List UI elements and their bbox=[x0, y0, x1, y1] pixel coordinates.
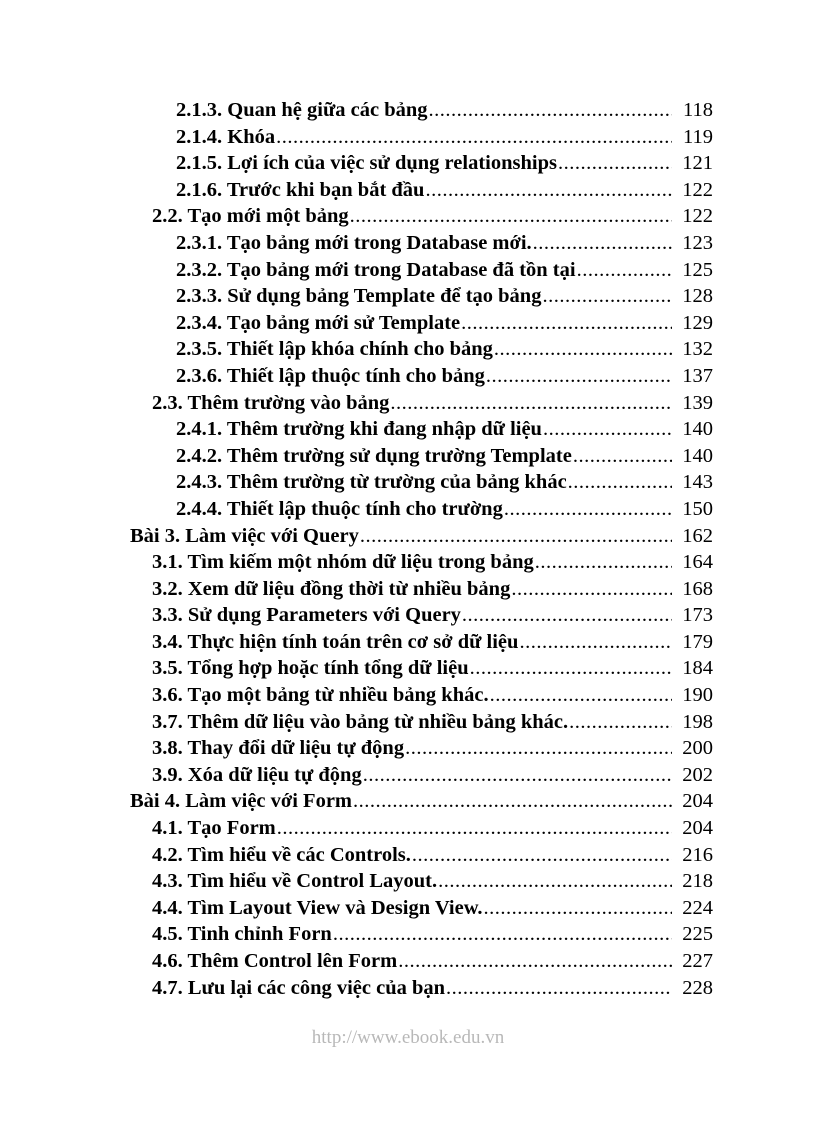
toc-entry bbox=[0, 469, 816, 496]
toc-entry-title: 2.1.3. Quan hệ giữa các bảng bbox=[176, 99, 428, 121]
toc-entry-page: 200 bbox=[682, 737, 713, 760]
toc-entry bbox=[0, 975, 816, 1002]
toc-entry bbox=[0, 762, 816, 789]
toc-entry-page: 184 bbox=[682, 657, 713, 680]
toc-entry-page: 168 bbox=[682, 577, 713, 600]
toc-entry-title: 2.4.4. Thiết lập thuộc tính cho trường bbox=[176, 497, 503, 520]
toc-dot-leader bbox=[438, 868, 672, 895]
toc-entry bbox=[0, 97, 816, 124]
toc-entry-page: 173 bbox=[682, 604, 713, 627]
toc-dot-leader bbox=[363, 762, 672, 789]
toc-dot-leader bbox=[569, 709, 672, 736]
toc-dot-leader bbox=[568, 469, 672, 496]
toc-entry-title: 3.4. Thực hiện tính toán trên cơ sở dữ liệu bbox=[152, 630, 519, 653]
toc-entry bbox=[0, 735, 816, 762]
toc-entry bbox=[0, 203, 816, 230]
toc-entry-title: 4.5. Tinh chỉnh Forn bbox=[152, 923, 332, 946]
toc-entry-title: 3.9. Xóa dữ liệu tự động bbox=[152, 763, 362, 786]
toc-entry-title: 3.8. Thay đổi dữ liệu tự động bbox=[152, 737, 405, 760]
toc-entry-title: 2.3.4. Tạo bảng mới sử Template bbox=[176, 311, 461, 334]
toc-entry-title: 2.3.5. Thiết lập khóa chính cho bảng bbox=[176, 338, 493, 361]
footer-url: http://www.ebook.edu.vn bbox=[311, 1027, 505, 1048]
toc-entry-title: 2.3.3. Sử dụng bảng Template để tạo bảng bbox=[176, 285, 542, 308]
toc-entry-title: 4.7. Lưu lại các công việc của bạn bbox=[152, 976, 446, 999]
toc-entry-title: 3.7. Thêm dữ liệu vào bảng từ nhiều bảng khác. bbox=[152, 710, 569, 733]
toc-entry-title: 2.3. Thêm trường vào bảng bbox=[152, 391, 390, 414]
toc-entry-page: 129 bbox=[682, 311, 713, 334]
toc-entry bbox=[0, 895, 816, 922]
toc-entry-title: 3.5. Tổng hợp hoặc tính tổng dữ liệu bbox=[152, 657, 469, 680]
toc-dot-leader bbox=[333, 921, 672, 948]
toc-entry-title: 2.4.1. Thêm trường khi đang nhập dữ liệu bbox=[176, 418, 542, 441]
toc-entry-page: 123 bbox=[682, 231, 713, 254]
toc-entry-title: 3.2. Xem dữ liệu đồng thời từ nhiều bảng bbox=[152, 577, 511, 600]
toc-entry-title: 2.3.1. Tạo bảng mới trong Database mới. bbox=[176, 231, 532, 254]
toc-entry-page: 140 bbox=[682, 444, 713, 467]
toc-dot-leader bbox=[577, 257, 672, 284]
toc-entry-title: 2.4.3. Thêm trường từ trường của bảng khác bbox=[176, 471, 567, 494]
toc-entry bbox=[0, 257, 816, 284]
toc-dot-leader bbox=[511, 576, 672, 603]
toc-entry-page: 179 bbox=[682, 630, 713, 653]
toc-dot-leader bbox=[542, 283, 672, 310]
toc-entry bbox=[0, 576, 816, 603]
table-of-contents bbox=[0, 97, 816, 1001]
toc-dot-leader bbox=[446, 975, 672, 1002]
toc-entry bbox=[0, 283, 816, 310]
toc-entry-title: 4.1. Tạo Form bbox=[152, 817, 276, 840]
toc-entry-title: 4.4. Tìm Layout View và Design View. bbox=[152, 896, 483, 919]
toc-dot-leader bbox=[486, 363, 672, 390]
toc-entry-page: 137 bbox=[682, 364, 713, 387]
toc-dot-leader bbox=[535, 549, 672, 576]
toc-dot-leader bbox=[494, 336, 672, 363]
toc-dot-leader bbox=[277, 815, 672, 842]
toc-entry bbox=[0, 682, 816, 709]
toc-dot-leader bbox=[504, 496, 672, 523]
toc-entry-page: 121 bbox=[682, 152, 713, 175]
toc-entry bbox=[0, 443, 816, 470]
toc-entry-page: 125 bbox=[682, 258, 713, 281]
toc-dot-leader bbox=[350, 203, 672, 230]
toc-entry-page: 143 bbox=[682, 471, 713, 494]
toc-entry bbox=[0, 124, 816, 151]
toc-entry bbox=[0, 230, 816, 257]
toc-entry-page: 224 bbox=[682, 896, 713, 919]
toc-entry-page: 162 bbox=[682, 524, 713, 547]
toc-entry bbox=[0, 842, 816, 869]
toc-entry-page: 204 bbox=[682, 817, 713, 840]
toc-entry bbox=[0, 629, 816, 656]
toc-dot-leader bbox=[519, 629, 672, 656]
toc-entry-page: 164 bbox=[682, 551, 713, 574]
toc-entry-title: 4.6. Thêm Control lên Form bbox=[152, 950, 398, 972]
toc-entry bbox=[0, 709, 816, 736]
toc-dot-leader bbox=[573, 443, 672, 470]
toc-dot-leader bbox=[412, 842, 672, 869]
toc-entry-page: 119 bbox=[683, 125, 713, 148]
toc-dot-leader bbox=[461, 310, 672, 337]
toc-entry bbox=[0, 948, 816, 975]
toc-entry bbox=[0, 523, 816, 550]
toc-entry bbox=[0, 921, 816, 948]
toc-entry bbox=[0, 336, 816, 363]
toc-dot-leader bbox=[470, 655, 672, 682]
toc-entry-page: 122 bbox=[682, 205, 713, 228]
toc-entry-title: 4.3. Tìm hiểu về Control Layout. bbox=[152, 870, 438, 893]
toc-dot-leader bbox=[533, 230, 672, 257]
toc-entry-page: 150 bbox=[682, 497, 713, 520]
toc-entry-title: 2.1.5. Lợi ích của việc sử dụng relationships bbox=[176, 152, 557, 175]
toc-entry-page: 204 bbox=[682, 790, 713, 813]
toc-entry bbox=[0, 868, 816, 895]
toc-entry-page: 225 bbox=[682, 923, 713, 946]
toc-entry-title: 2.2. Tạo mới một bảng bbox=[152, 205, 349, 228]
toc-dot-leader bbox=[360, 523, 672, 550]
toc-entry-page: 132 bbox=[682, 338, 713, 361]
toc-dot-leader bbox=[429, 97, 673, 124]
toc-dot-leader bbox=[353, 788, 672, 815]
toc-dot-leader bbox=[484, 895, 673, 922]
toc-entry-title: 3.6. Tạo một bảng từ nhiều bảng khác. bbox=[152, 684, 489, 707]
toc-dot-leader bbox=[390, 390, 672, 417]
toc-dot-leader bbox=[405, 735, 672, 762]
toc-entry-page: 216 bbox=[682, 843, 713, 866]
toc-entry bbox=[0, 150, 816, 177]
toc-dot-leader bbox=[490, 682, 672, 709]
toc-dot-leader bbox=[543, 416, 672, 443]
toc-entry-title: Bài 4. Làm việc với Form bbox=[130, 790, 353, 813]
toc-entry bbox=[0, 496, 816, 523]
toc-entry-title: 3.3. Sử dụng Parameters với Query bbox=[152, 604, 461, 627]
toc-dot-leader bbox=[276, 124, 672, 151]
toc-entry bbox=[0, 602, 816, 629]
toc-entry-title: 2.3.2. Tạo bảng mới trong Database đã tồn tại bbox=[176, 258, 576, 281]
toc-dot-leader bbox=[462, 602, 672, 629]
toc-entry bbox=[0, 655, 816, 682]
toc-entry-page: 118 bbox=[683, 99, 713, 121]
toc-entry-page: 198 bbox=[682, 710, 713, 733]
toc-entry-page: 122 bbox=[682, 178, 713, 201]
toc-entry-page: 128 bbox=[682, 285, 713, 308]
toc-entry bbox=[0, 815, 816, 842]
toc-entry-title: Bài 3. Làm việc với Query bbox=[130, 524, 359, 547]
toc-entry-page: 190 bbox=[682, 684, 713, 707]
toc-entry-title: 2.4.2. Thêm trường sử dụng trường Template bbox=[176, 444, 572, 467]
toc-entry-title: 3.1. Tìm kiếm một nhóm dữ liệu trong bảng bbox=[152, 551, 534, 574]
toc-entry-page: 227 bbox=[682, 950, 713, 972]
toc-entry-page: 140 bbox=[682, 418, 713, 441]
toc-entry bbox=[0, 310, 816, 337]
toc-entry bbox=[0, 390, 816, 417]
toc-entry bbox=[0, 416, 816, 443]
toc-entry bbox=[0, 363, 816, 390]
toc-entry-title: 2.1.4. Khóa bbox=[176, 125, 276, 148]
toc-entry-page: 139 bbox=[682, 391, 713, 414]
toc-entry-title: 2.3.6. Thiết lập thuộc tính cho bảng bbox=[176, 364, 485, 387]
toc-entry-page: 228 bbox=[682, 976, 713, 999]
toc-entry-title: 2.1.6. Trước khi bạn bắt đầu bbox=[176, 178, 425, 201]
toc-entry-page: 202 bbox=[682, 763, 713, 786]
toc-dot-leader bbox=[425, 177, 672, 204]
toc-entry bbox=[0, 788, 816, 815]
toc-entry bbox=[0, 177, 816, 204]
toc-dot-leader bbox=[398, 948, 672, 975]
toc-entry bbox=[0, 549, 816, 576]
toc-dot-leader bbox=[558, 150, 672, 177]
toc-entry-page: 218 bbox=[682, 870, 713, 893]
toc-entry-title: 4.2. Tìm hiểu về các Controls. bbox=[152, 843, 411, 866]
